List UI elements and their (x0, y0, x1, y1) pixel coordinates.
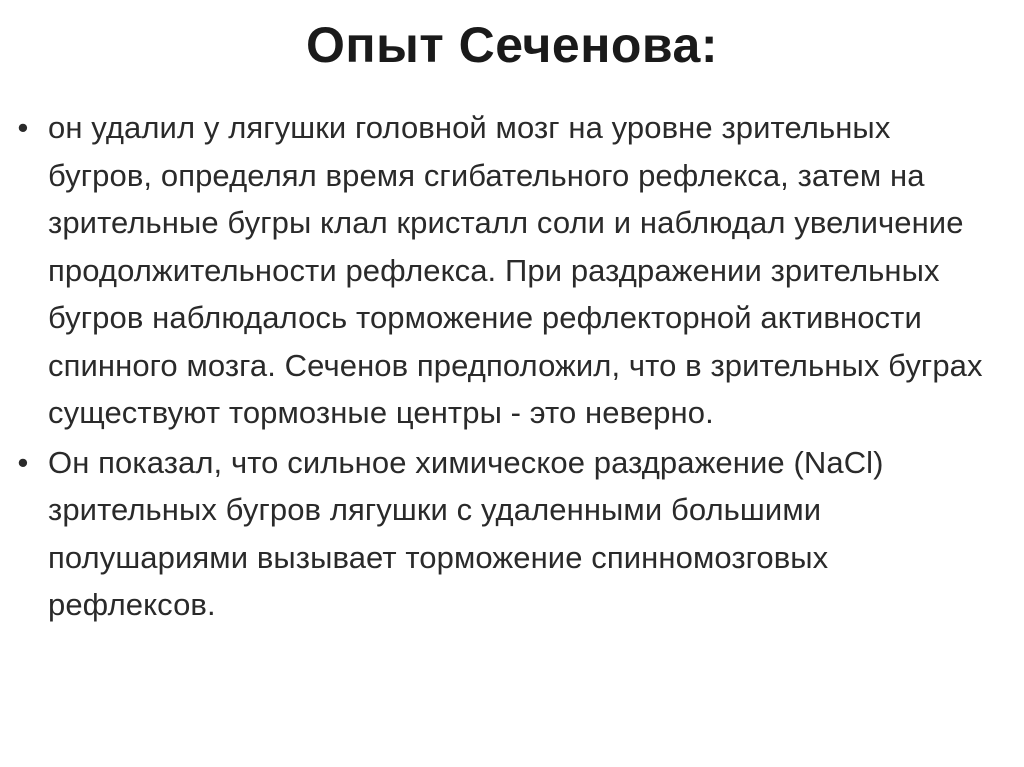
bullet-dot-icon: • (17, 444, 29, 480)
bullet-item-2 (10, 439, 1000, 629)
bullet-dot-icon: • (17, 110, 29, 145)
bullet-text-1: он удалил у лягушки головной мозг на уровне зрительных бугров, определял время сгибательного рефлекса, затем на зрительные бугры клал кристалл соли и наблюдал увеличение продолжительности рефлекса. При раздражении зрительных бугров наблюдалось торможение рефлекторной активности спинного мозга. Сеченов предположил, что в зрительных буграх существуют тормозные центры - это неверно. (48, 110, 983, 430)
slide-title: Опыт Сеченова: (306, 17, 718, 73)
bullet-text-2: Он показал, что сильное химическое раздражение (NaCl) зрительных бугров лягушки с удаленными большими полушариями вызывает торможение спинномозговых рефлексов. (48, 444, 884, 622)
bullet-list (10, 104, 1000, 631)
bullet-item-1 (10, 104, 1000, 437)
